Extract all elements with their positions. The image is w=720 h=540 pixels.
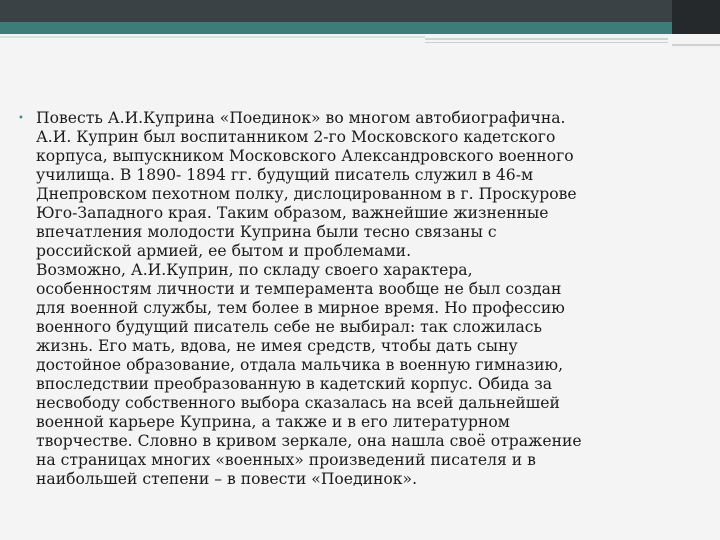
header-rule-corner: [672, 44, 720, 46]
header-band-corner: [672, 0, 720, 34]
text-line: училища. В 1890- 1894 гг. будущий писатель служил в 46-м: [36, 166, 534, 184]
text-line: достойное образование, отдала мальчика в военную гимназию,: [36, 356, 564, 374]
text-line: корпуса, выпускником Московского Александровского военного: [36, 147, 574, 165]
text-line: военной карьере Куприна, а также и в его литературном: [36, 413, 510, 431]
text-line: особенностям личности и темперамента вообще не был создан: [36, 280, 562, 298]
text-line: Юго-Западного края. Таким образом, важнейшие жизненные: [36, 204, 549, 222]
bullet-icon: •: [18, 113, 24, 124]
text-line: Повесть А.И.Куприна «Поединок» во многом автобиографична.: [36, 109, 566, 127]
header-band-teal: [0, 22, 720, 34]
slide-content: [18, 109, 698, 489]
header-band-dark: [0, 0, 720, 22]
text-line: впечатления молодости Куприна были тесно связаны с: [36, 223, 497, 241]
header-rule-right-lower: [425, 42, 668, 43]
text-line: творчестве. Словно в кривом зеркале, она нашла своё отражение: [36, 432, 582, 450]
text-line: впоследствии преобразованную в кадетский корпус. Обида за: [36, 375, 553, 393]
header-rule-left: [0, 36, 425, 38]
text-line: Днепровском пехотном полку, дислоцированном в г. Проскурове: [36, 185, 577, 203]
text-line: российской армией, ее бытом и проблемами.: [36, 242, 412, 260]
text-line: жизнь. Его мать, вдова, не имея средств, чтобы дать сыну: [36, 337, 518, 355]
text-line: наибольшей степени – в повести «Поединок».: [36, 470, 418, 488]
text-line: на страницах многих «военных» произведений писателя и в: [36, 451, 536, 469]
bullet-item: [18, 109, 698, 489]
text-line: для военной службы, тем более в мирное время. Но профессию: [36, 299, 565, 317]
text-line: Возможно, А.И.Куприн, по складу своего характера,: [36, 261, 473, 279]
bullet-text: [36, 109, 676, 489]
text-line: А.И. Куприн был воспитанником 2-го Московского кадетского: [36, 128, 556, 146]
header-rule-right-upper: [425, 38, 668, 40]
text-line: военного будущий писатель себе не выбирал: так сложилась: [36, 318, 542, 336]
text-line: несвободу собственного выбора сказалась на всей дальнейшей: [36, 394, 560, 412]
